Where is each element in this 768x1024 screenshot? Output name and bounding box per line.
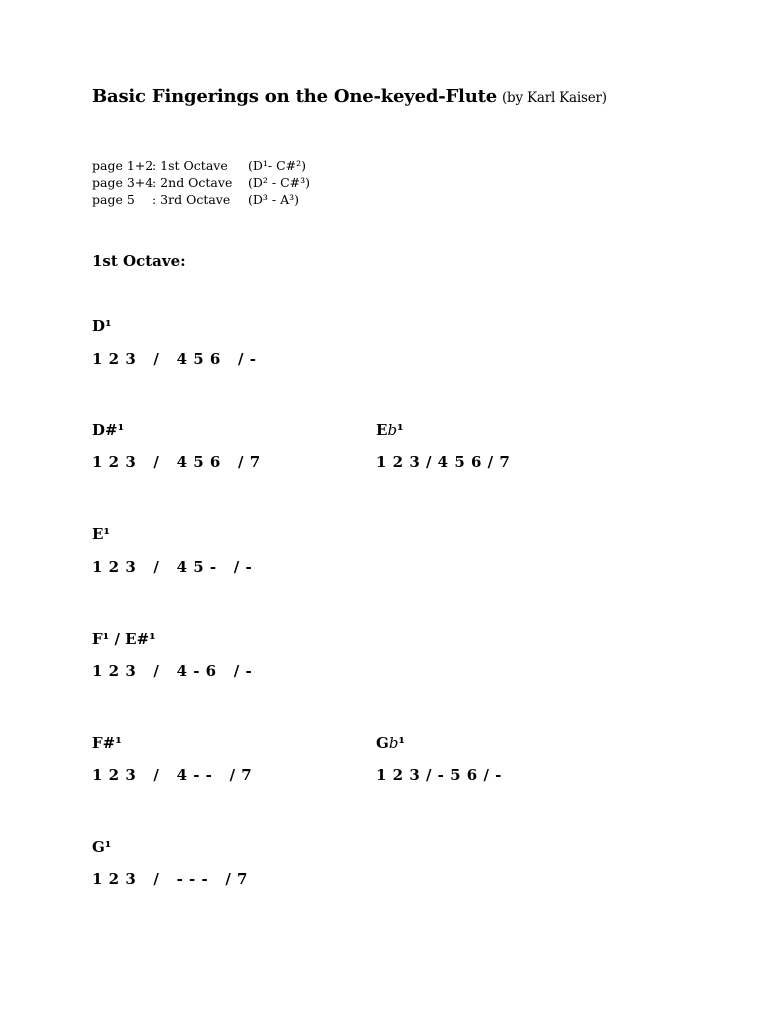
note-fingering: 1 2 3 / 4 5 - / - bbox=[92, 558, 253, 576]
title-text: Basic Fingerings on the One-keyed-Flute bbox=[92, 86, 497, 107]
overview-range: (D³ - A³) bbox=[248, 192, 299, 207]
overview-range: (D² - C#³) bbox=[248, 175, 311, 190]
alt-note-letter: E bbox=[376, 421, 388, 439]
overview-desc: : 2nd Octave bbox=[152, 175, 233, 190]
overview-desc: : 3rd Octave bbox=[152, 192, 231, 207]
overview-desc: : 1st Octave bbox=[152, 158, 228, 173]
note-fingering: 1 2 3 / 4 - - / 7 bbox=[92, 766, 253, 784]
alt-note-name bbox=[376, 734, 405, 752]
overview-range: (D¹- C#²) bbox=[248, 158, 307, 173]
alt-note-name bbox=[376, 421, 404, 439]
note-fingering: 1 2 3 / - - - / 7 bbox=[92, 870, 248, 888]
note-name: E¹ bbox=[92, 525, 111, 543]
alt-note-fingering: 1 2 3 / - 5 6 / - bbox=[376, 766, 502, 784]
note-name: F#¹ bbox=[92, 734, 122, 752]
alt-note-fingering: 1 2 3 / 4 5 6 / 7 bbox=[376, 453, 511, 471]
note-name: D¹ bbox=[92, 317, 112, 335]
note-fingering: 1 2 3 / 4 - 6 / - bbox=[92, 662, 253, 680]
flat-symbol: b bbox=[388, 734, 399, 752]
note-name: F¹ / E#¹ bbox=[92, 630, 156, 648]
overview-page: page 5 bbox=[92, 192, 135, 207]
note-name: G¹ bbox=[92, 838, 112, 856]
author-byline: (by Karl Kaiser) bbox=[501, 90, 607, 106]
document-title bbox=[92, 86, 607, 107]
flat-symbol: b bbox=[387, 421, 398, 439]
alt-note-octave: ¹ bbox=[397, 421, 404, 439]
section-heading: 1st Octave: bbox=[92, 252, 186, 270]
overview-page: page 3+4 bbox=[92, 175, 154, 190]
note-name: D#¹ bbox=[92, 421, 125, 439]
note-fingering: 1 2 3 / 4 5 6 / - bbox=[92, 350, 257, 368]
overview-page: page 1+2 bbox=[92, 158, 154, 173]
alt-note-letter: G bbox=[376, 734, 389, 752]
note-fingering: 1 2 3 / 4 5 6 / 7 bbox=[92, 453, 261, 471]
alt-note-octave: ¹ bbox=[398, 734, 405, 752]
